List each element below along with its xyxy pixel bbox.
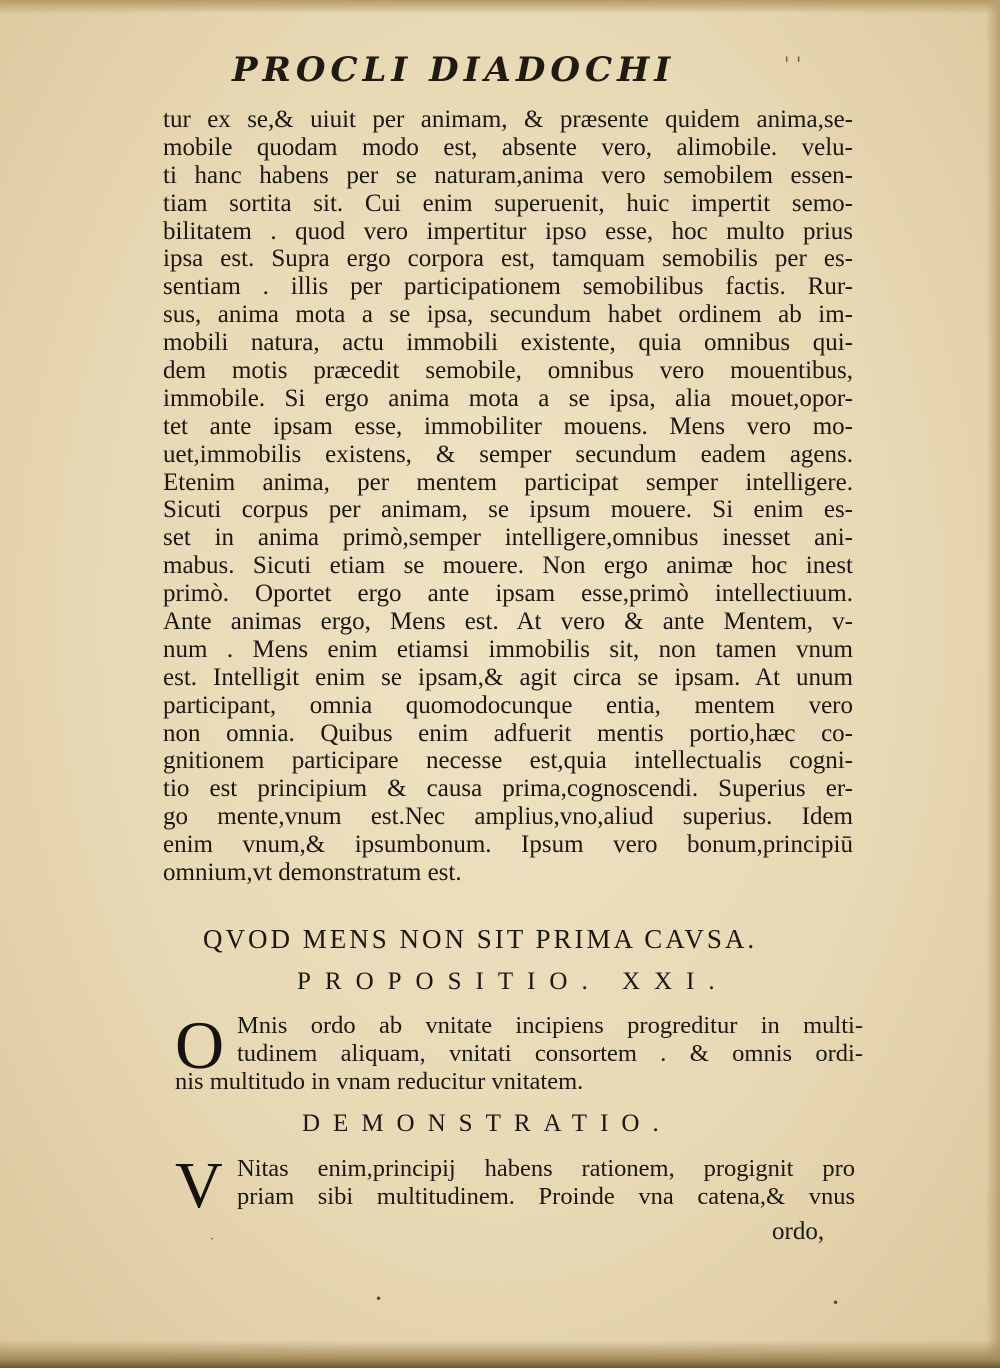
text-line: set in anima primò,semper intelligere,omnibus inesset ani- bbox=[163, 524, 853, 552]
text-line: tio est principium & causa prima,cognoscendi. Superius er- bbox=[163, 775, 853, 803]
text-line: go mente,vnum est.Nec amplius,vno,aliud superius. Idem bbox=[163, 803, 853, 831]
ink-speck: • bbox=[832, 1296, 840, 1310]
page-bottom-edge bbox=[0, 1340, 1000, 1368]
section-title: QVOD MENS NON SIT PRIMA CAVSA. bbox=[203, 924, 758, 954]
drop-cap: V bbox=[175, 1149, 223, 1222]
catchword: ordo, bbox=[772, 1218, 825, 1245]
text-line: Etenim anima, per mentem participat semper intelligere. bbox=[163, 468, 853, 496]
text-line: tudinem aliquam, vnitati consortem . & omnis ordi- bbox=[237, 1039, 863, 1067]
text-line: sentiam . illis per participationem semobilibus factis. Rur- bbox=[163, 273, 853, 301]
ink-speck: · bbox=[210, 1232, 214, 1246]
text-line: primò. Oportet ergo ante ipsam esse,primò intellectiuum. bbox=[163, 580, 853, 608]
text-line: Sicuti corpus per animam, se ipsum mouere. Si enim es- bbox=[163, 496, 853, 524]
text-line: num . Mens enim etiamsi immobilis sit, non tamen vnum bbox=[163, 635, 853, 663]
text-line: immobile. Si ergo anima mota a se ipsa, alia mouet,opor- bbox=[163, 384, 853, 412]
text-line: ipsa est. Supra ergo corpora est, tamquam semobilis per es- bbox=[163, 245, 853, 273]
proposition-block bbox=[175, 1007, 863, 1096]
text-line: mobili natura, actu immobili existente, quia omnibus qui- bbox=[163, 329, 853, 357]
text-line: Ante animas ergo, Mens est. At vero & ante Mentem, v- bbox=[163, 608, 853, 636]
text-line: mabus. Sicuti etiam se mouere. Non ergo animæ hoc inest bbox=[163, 552, 853, 580]
text-line: tur ex se,& uiuit per animam, & præsente quidem anima,se- bbox=[163, 106, 853, 133]
drop-cap: O bbox=[175, 1007, 225, 1083]
text-line: mobile quodam modo est, absente vero, alimobile. velu- bbox=[163, 133, 853, 161]
running-head: PROCLI DIADOCHI bbox=[232, 50, 676, 90]
main-text-block bbox=[163, 106, 853, 887]
demonstratio-title: DEMONSTRATIO. bbox=[302, 1110, 672, 1137]
text-line: omnium,vt demonstratum est. bbox=[163, 859, 462, 887]
text-line: gnitionem participare necesse est,quia intellectualis cogni- bbox=[163, 747, 853, 775]
text-line: ti hanc habens per se naturam,anima vero semobilem essen- bbox=[163, 161, 853, 189]
proposition-number: PROPOSITIO. XXI. bbox=[297, 968, 729, 995]
ink-speck: • bbox=[375, 1292, 383, 1306]
text-line: non omnia. Quibus enim adfuerit mentis portio,hæc co- bbox=[163, 719, 853, 747]
text-line: sus, anima mota a se ipsa, secundum habet ordinem ab im- bbox=[163, 301, 853, 329]
page-top-edge bbox=[0, 0, 1000, 14]
text-line: nis multitudo in vnam reducitur vnitatem. bbox=[175, 1067, 584, 1095]
page-right-edge bbox=[986, 0, 1000, 1368]
text-line: dem motis præcedit semobile, omnibus vero mouentibus, bbox=[163, 357, 853, 385]
text-line: participant, omnia quomodocunque entia, mentem vero bbox=[163, 691, 853, 719]
text-line: tiam sortita sit. Cui enim superuenit, huic impertit semo- bbox=[163, 189, 853, 217]
running-head-mark: ' ' bbox=[784, 52, 802, 76]
text-line: priam sibi multitudinem. Proinde vna catena,& vnus bbox=[237, 1182, 855, 1210]
text-line: uet,immobilis existens, & semper secundum eadem agens. bbox=[163, 440, 853, 468]
text-line: est. Intelligit enim se ipsam,& agit circa se ipsam. At unum bbox=[163, 663, 853, 691]
text-line: Nitas enim,principij habens rationem, progignit pro bbox=[237, 1155, 855, 1182]
demonstratio-block bbox=[175, 1149, 855, 1222]
text-line: enim vnum,& ipsumbonum. Ipsum vero bonum,principiū bbox=[163, 831, 853, 859]
text-line: bilitatem . quod vero impertitur ipso esse, hoc multo prius bbox=[163, 217, 853, 245]
text-line: Mnis ordo ab vnitate incipiens progreditur in multi- bbox=[237, 1012, 863, 1039]
text-line: tet ante ipsam esse, immobiliter mouens. Mens vero mo- bbox=[163, 412, 853, 440]
